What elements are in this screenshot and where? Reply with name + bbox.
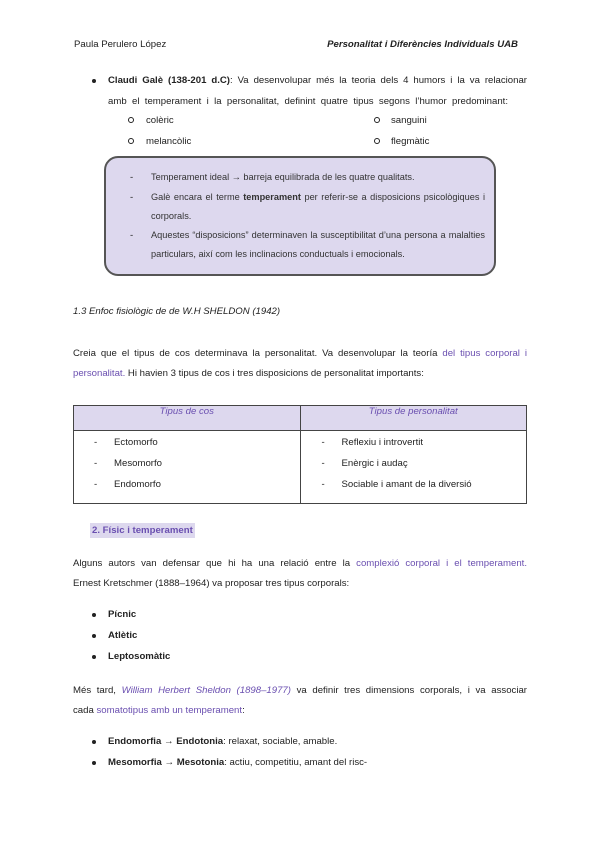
body-type: Leptosomàtic: [108, 651, 171, 662]
circle-bullet-icon: [128, 117, 134, 123]
box-item-2: Galè encara el terme temperament per referir-se a disposicions psicològiques i: [151, 192, 485, 202]
galen-name: Claudi Galè (138-201 d.C): [108, 75, 230, 86]
table-header: Tipus de cos: [74, 406, 301, 431]
somatotype-item: Endomorfia → Endotonia: relaxat, sociable, amable.: [108, 736, 338, 747]
galen-line2: amb el temperament i la personalitat, definint quatre tipus segons l’humor predominant:: [108, 96, 508, 107]
circle-bullet-icon: [128, 138, 134, 144]
header-author: Paula Perulero López: [74, 39, 167, 50]
table-item: Mesomorfo: [114, 458, 162, 469]
section-heading: 2. Físic i temperament: [92, 525, 193, 536]
section13-paragraph-line2: personalitat. Hi havien 3 tipus de cos i tres disposicions de personalitat importants:: [73, 368, 424, 379]
circle-bullet-icon: [374, 117, 380, 123]
humor-type: melancòlic: [146, 136, 192, 147]
galen-text1: : Va desenvolupar més la teoria dels 4 humors i la va relacionar: [230, 75, 527, 86]
box-item-3b: particulars, així com les inclinacions conductuals i emocionals.: [151, 249, 405, 259]
table-item: Sociable i amant de la diversió: [341, 479, 472, 490]
table-item: Ectomorfo: [114, 437, 158, 448]
body-type: Pícnic: [108, 609, 137, 620]
bullet-icon: [92, 761, 96, 765]
bullet-icon: [92, 740, 96, 744]
bullet-icon: [92, 79, 96, 83]
humor-type: sanguini: [391, 115, 427, 126]
bullet-icon: [92, 655, 96, 659]
section2-paragraph-line2: Ernest Kretschmer (1888–1964) va proposar tres tipus corporals:: [73, 578, 350, 589]
temperament-note-box: - Temperament ideal → barreja equilibrada de les quatre qualitats. - Galè encara el terme temperament per referir-se a disposicions psicològiques i corporals. - Aquestes “disposicions” determinaven la susceptibilitat d’una persona a malalties particulars, així com les inclinacions conductuals i emocionals.: [104, 156, 496, 276]
humor-type: colèric: [146, 115, 174, 126]
box-item-2b: corporals.: [151, 211, 192, 221]
box-item-3: Aquestes “disposicions” determinaven la susceptibilitat d’una persona a malalties: [151, 230, 485, 240]
section2-paragraph2-line2: cada somatotipus amb un temperament:: [73, 705, 245, 716]
section-title: 1.3 Enfoc fisiològic de de W.H SHELDON (1942): [73, 306, 281, 317]
somatotype-item: Mesomorfia → Mesotonia: actiu, competitiu, amant del risc-: [108, 757, 368, 768]
table-item: Enèrgic i audaç: [341, 458, 408, 469]
section2-paragraph2-line1: Més tard, William Herbert Sheldon (1898–1977) va definir tres dimensions corporals, i va associar: [73, 685, 527, 696]
body-personality-table: [73, 405, 527, 504]
bullet-icon: [92, 613, 96, 617]
header-course: Personalitat i Diferències Individuals UAB: [327, 39, 518, 50]
bullet-icon: [92, 634, 96, 638]
humor-type: flegmàtic: [391, 136, 430, 147]
table-header: Tipus de personalitat: [300, 406, 527, 431]
box-item-1: Temperament ideal → barreja equilibrada de les quatre qualitats.: [151, 172, 415, 182]
body-type: Atlètic: [108, 630, 138, 641]
table-item: Endomorfo: [114, 479, 161, 490]
section2-paragraph-line1: Alguns autors van defensar que hi ha una relació entre la complexió corporal i el temperament.: [73, 558, 527, 569]
circle-bullet-icon: [374, 138, 380, 144]
table-item: Reflexiu i introvertit: [341, 437, 424, 448]
table-cell: - Ectomorfo - Mesomorfo - Endomorfo: [74, 431, 301, 504]
table-cell: - Reflexiu i introvertit - Enèrgic i audaç - Sociable i amant de la diversió: [300, 431, 527, 504]
section13-paragraph-line1: Creia que el tipus de cos determinava la personalitat. Va desenvolupar la teoría del tipus corporal i: [73, 348, 527, 359]
galen-line1: [108, 75, 527, 86]
